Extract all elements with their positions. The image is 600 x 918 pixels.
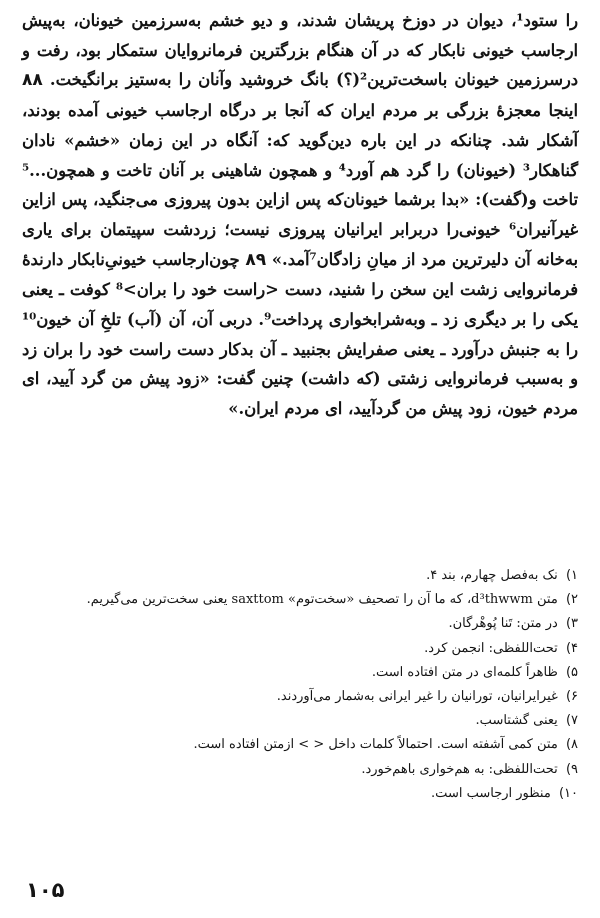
- footnote-9: ۹) تحت‌اللفظی: به هم‌خواری باهم‌خورد.: [361, 761, 578, 777]
- footnotes-list: [22, 564, 578, 806]
- paragraph-1: را ستود¹، دیوان در دوزخ پریشان شدند، و دیو خشم به‌سرزمین خیونان، به‌پیش ارجاسب خیونی نابکار که در آن هنگام بزرگترین فرمانروایان ستمکار بود، رفت و درسرزمین خیونان باسخت‌ترین²(؟) بانگ خروشید وآنان را به‌ستیز برانگیخت.: [22, 11, 578, 90]
- footnote-4: ۴) تحت‌اللفظی: انجمن کرد.: [424, 640, 578, 656]
- main-text-block: [22, 6, 578, 424]
- footnote-8: ۸) متن کمی آشفته است. احتمالاً کلمات داخل < > ازمتن افتاده است.: [193, 737, 578, 753]
- footnote-7: ۷) یعنی گشتاسب.: [475, 713, 578, 729]
- footnote-5: ۵) ظاهراً کلمه‌ای در متن افتاده است.: [371, 664, 578, 680]
- paragraph-88: اینجا معجزهٔ بزرگی بر مردم ایران که آنجا بر درگاه ارجاسب خیونی آمده بودند، آشکار شد. چنانکه در این باره دین‌گوید که: آنگاه در این زمان «خشم» نادان گناهکار³ (خیونان) را گرد هم آورد⁴ و همچون شاهینی بر آنان تاخت و همچون...⁵ تاخت و(گفت): «بدا برشما خیونان‌که پس ازاین بدون پیروزی می‌جنگید، پس ازاین غیرآنیران⁶ خیونی‌را دربرابر ایرانیان پیروزی نیست؛ زردشت سپیتمان برای یاری به‌خانه آن دلیرترین مرد از میانِ زادگان⁷آمد.»: [22, 101, 578, 269]
- footnote-3: ۳) در متن: تَنا پُوهْرگان.: [448, 616, 578, 632]
- footnote-1: ۱) نک به‌فصل چهارم، بند ۴.: [426, 568, 578, 583]
- page-number: ۱۰۵: [26, 878, 65, 902]
- footnote-10: ۱۰) منظور ارجاسب است.: [431, 785, 578, 801]
- paragraph-number-89: ۸۹: [245, 249, 267, 270]
- footnote-6: ۶) غیرایرانیان، تورانیان را غیر ایرانی به‌شمار می‌آوردند.: [276, 689, 578, 705]
- book-page: [22, 6, 578, 911]
- paragraph-number-88: ۸۸: [22, 70, 43, 91]
- paragraph-89: چون‌ارجاسب خیونیِ‌نابکار دارندهٔ فرمانروایی زشت این سخن را شنید، دست <راست خود را بران>⁸ کوفت ـ یعنی یکی را بر دیگری زد ـ وبه‌شرابخواری پرداخت⁹. دربی آن، آن (آب) تلخِ آن خیون¹⁰ را به جنبش درآورد ـ یعنی صفرایش بجنبید ـ آن بدکار دست راست خود را بران زد و به‌سبب فرمانروایی زشتی (که داشت) چنین گفت: «زود پیش من گرد آیید، ای مردم خیون، زود پیش من گردآیید، ای مردم ایران.»: [22, 249, 579, 419]
- footnote-2: ۲) متن d³thwwm، که ما آن را تصحیف «سخت‌توم» saxttom یعنی سخت‌ترین می‌گیریم.: [86, 592, 578, 608]
